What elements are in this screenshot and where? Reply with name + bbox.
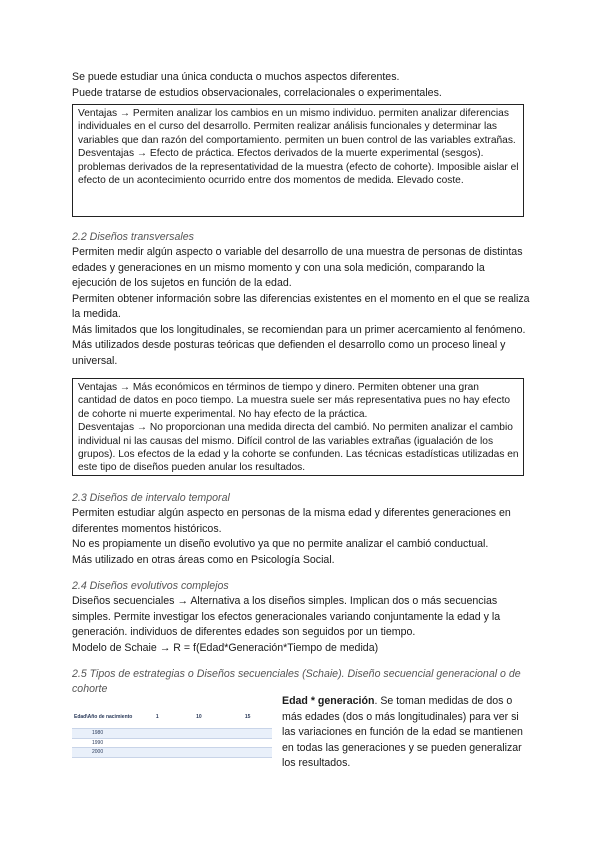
- section-2-2: [72, 230, 532, 369]
- intro-text: [72, 70, 532, 101]
- table-cell: 1980: [72, 729, 140, 739]
- table-cell: [140, 738, 175, 748]
- paragraph: Diseños secuenciales → Alternativa a los diseños simples. Implican dos o más secuencias simples. Permite investigar los efectos generacionales variando conjuntamente la edad y la generación. individuos de diferentes edades son seguidos por un tiempo.: [72, 595, 501, 638]
- description-text: . Se toman medidas de dos o más edades (dos o más longitudinales) para ver si las variaciones en función de la edad se mantienen en todas las generaciones y se pueden generalizar los resultados.: [282, 695, 523, 770]
- paragraph: Más utilizados desde posturas teóricas que defienden el desarrollo como un proceso lineal y universal.: [72, 339, 506, 367]
- paragraph: Permiten medir algún aspecto o variable del desarrollo de una muestra de personas de distintas edades y generaciones en un mismo momento y con una sola medición, comparando la ejecución de los sujetos en función de la edad.: [72, 246, 523, 289]
- section-heading: 2.4 Diseños evolutivos complejos: [72, 580, 229, 592]
- paragraph: Puede tratarse de estudios observacionales, correlacionales o experimentales.: [72, 86, 442, 99]
- table-row: [72, 748, 272, 758]
- bold-term: Edad * generación: [282, 695, 375, 707]
- disadvantages-text: Desventajas → Efecto de práctica. Efectos derivados de la muerte experimental (sesgos). problemas derivados de la representatividad de la muestra (efecto de cohorte). Imposible aislar el efecto de un acontecimiento ocurrido entre dos momentos de medida. Elevado coste.: [78, 148, 519, 187]
- transversal-pros-cons-box: [72, 378, 524, 476]
- table-cell: [223, 748, 272, 758]
- paragraph: Permiten estudiar algún aspecto en personas de la misma edad y diferentes generaciones en diferentes momentos históricos.: [72, 507, 511, 535]
- table-cell: [140, 729, 175, 739]
- paragraph: Permiten obtener información sobre las diferencias existentes en el momento en el que se realiza la medida.: [72, 292, 530, 320]
- paragraph: Modelo de Schaie → R = f(Edad*Generación*Tiempo de medida): [72, 641, 379, 654]
- longitudinal-pros-cons-box: [72, 104, 524, 217]
- table-row: [72, 729, 272, 739]
- table-cell: [175, 738, 224, 748]
- table-cell: 2000: [72, 748, 140, 758]
- schaie-table: [72, 714, 272, 758]
- cohort-design-description: [282, 694, 532, 772]
- section-2-4: [72, 579, 532, 656]
- paragraph: No es propiamente un diseño evolutivo ya que no permite analizar el cambió conductual.: [72, 538, 489, 550]
- section-heading: 2.2 Diseños transversales: [72, 231, 194, 243]
- advantages-text: Ventajas → Más económicos en términos de tiempo y dinero. Permiten obtener una gran cantidad de datos en poco tiempo. La muestra suele ser más representativa pues no hay efecto de cohorte ni muerte experimental. No hay efecto de la práctica.: [78, 382, 511, 420]
- table-cell: [175, 729, 224, 739]
- table-cell: 1990: [72, 738, 140, 748]
- table-row: [72, 738, 272, 748]
- paragraph: Se puede estudiar una única conducta o muchos aspectos diferentes.: [72, 71, 400, 83]
- table-header-cell: 15: [223, 714, 272, 729]
- table-cell: [140, 748, 175, 758]
- table-cell: [223, 738, 272, 748]
- section-heading: 2.5 Tipos de estrategias o Diseños secuenciales (Schaie). Diseño secuencial generacional o de cohorte: [72, 668, 521, 695]
- disadvantages-text: Desventajas → No proporcionan una medida directa del cambió. No permiten analizar el cambio individual ni las causas del mismo. Difícil control de las variables extrañas (igualación de los grupos). Los efectos de la edad y la cohorte se confunden. Las técnicas estadísticas utilizadas en este tipo de diseños pueden anular los resultados.: [78, 422, 519, 474]
- section-2-5: [72, 667, 532, 697]
- advantages-text: Ventajas → Permiten analizar los cambios en un mismo individuo. permiten analizar diferencias individuales en el curso del desarrollo. Permiten realizar análisis funcionales y determinar las variables que dan razón del comportamiento. permiten un buen control de las variables extrañas.: [78, 108, 516, 146]
- paragraph: Más limitados que los longitudinales, se recomiendan para un primer acercamiento al fenómeno.: [72, 323, 526, 336]
- paragraph: Más utilizado en otras áreas como en Psicología Social.: [72, 553, 335, 566]
- table-header-row: [72, 714, 272, 729]
- table-cell: [223, 729, 272, 739]
- section-2-3: [72, 491, 532, 568]
- paragraph: [282, 694, 532, 772]
- table-header-cell: 10: [175, 714, 224, 729]
- table-header-cell: Edad\Año de nacimiento: [72, 714, 140, 729]
- table-header-cell: 1: [140, 714, 175, 729]
- table-cell: [175, 748, 224, 758]
- section-heading: 2.3 Diseños de intervalo temporal: [72, 492, 230, 504]
